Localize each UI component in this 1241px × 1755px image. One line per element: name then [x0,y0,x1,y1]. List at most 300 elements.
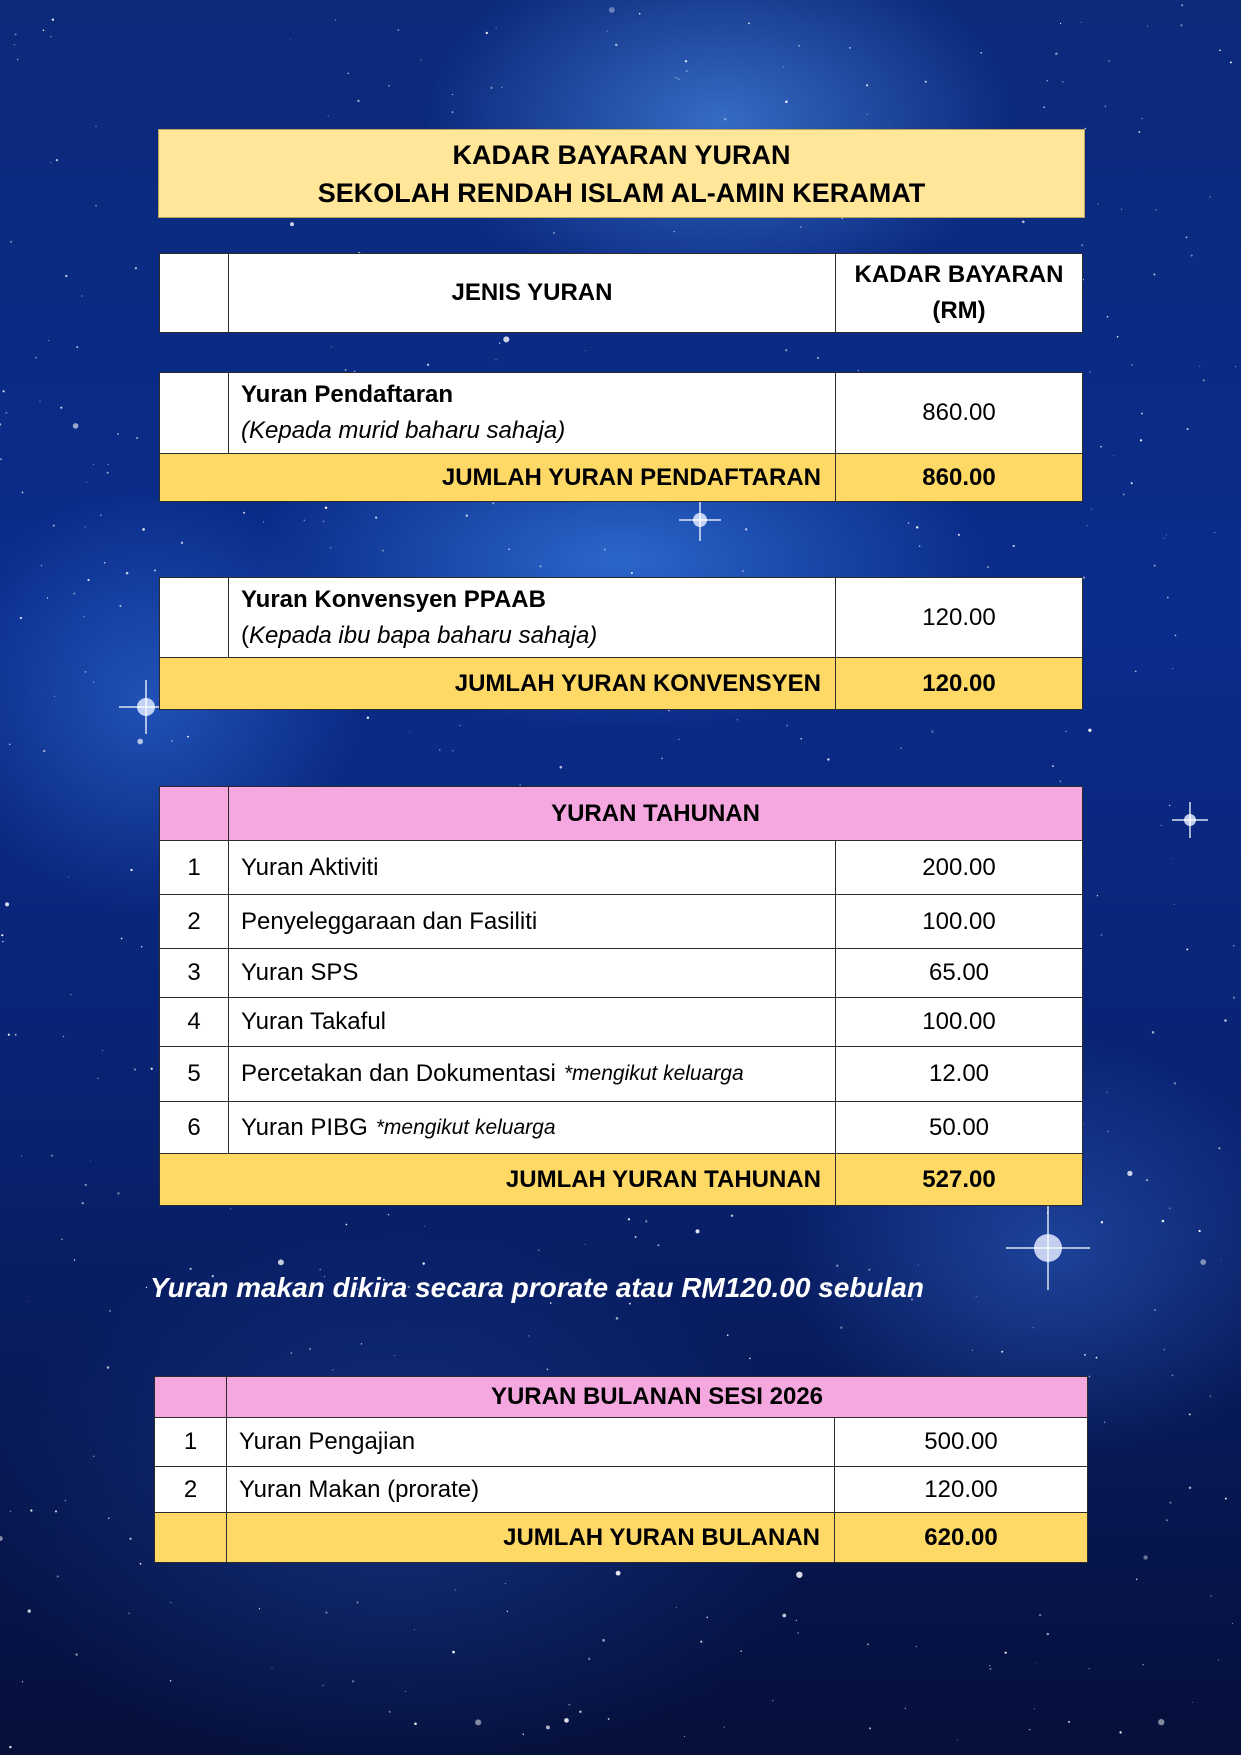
registration-item-name: Yuran Pendaftaran [241,381,454,408]
star [1138,131,1140,133]
convention-amount: 120.00 [835,577,1083,658]
star [1219,50,1221,52]
star [1113,455,1114,456]
title-line-1: KADAR BAYARAN YURAN [452,139,791,170]
star [1154,1309,1156,1311]
star [1088,729,1091,732]
star [727,1334,729,1336]
star-flare [1189,802,1191,838]
star [61,1238,63,1240]
star [65,275,67,277]
star [52,18,54,20]
star [74,1259,75,1260]
star [869,1727,871,1729]
star [1198,1230,1200,1232]
star [397,29,399,31]
star [796,1572,802,1578]
star [1160,825,1161,826]
star [50,162,51,163]
star [1180,24,1182,26]
annual-row-name [228,840,836,895]
star [1083,576,1085,578]
star [230,1208,231,1209]
star [128,1613,129,1614]
annual-row-amount: 100.00 [835,997,1083,1047]
star [749,1358,751,1360]
star [925,81,927,83]
monthly-row-amount: 500.00 [834,1417,1088,1467]
star [919,545,920,546]
star [117,433,118,434]
star [786,725,788,727]
star [737,719,738,720]
star [724,118,726,120]
star [1141,413,1143,415]
star [1166,534,1167,535]
annual-row-name [228,948,836,998]
annual-total: 527.00 [835,1153,1083,1206]
star [146,1287,147,1288]
star [50,36,51,37]
star [1221,1260,1222,1261]
star [367,717,370,720]
monthly-total: 620.00 [834,1512,1088,1563]
star [916,1646,917,1647]
star [1131,482,1133,484]
star [424,1226,425,1227]
annual-row-no: 4 [159,997,229,1047]
star [1143,1555,1147,1559]
star [108,464,109,465]
star [422,1262,424,1264]
star [85,671,87,673]
star [347,73,348,74]
star [81,1202,84,1205]
star [460,725,461,726]
star [976,1296,977,1297]
star [357,100,359,102]
star [916,526,918,528]
star [748,23,750,25]
star [696,1229,700,1233]
star [867,1644,869,1646]
star [75,1653,77,1655]
star [1191,255,1193,257]
star [1097,895,1098,896]
star [1192,1702,1193,1703]
star [420,59,421,60]
star [918,1265,919,1266]
star [1047,80,1048,81]
star [466,514,468,516]
star [676,1607,677,1608]
annual-row-name-text: Yuran Takaful [241,1008,386,1035]
annual-row-name-text: Yuran Aktiviti [241,853,379,881]
star [528,1335,529,1336]
star [1131,364,1132,365]
star [1189,1486,1192,1489]
star [22,492,24,494]
star [1096,1357,1098,1359]
monthly-heading-blank [154,1376,227,1418]
monthly-row-name: Yuran Pengajian [226,1417,835,1467]
star [588,1658,590,1660]
star [1147,25,1148,26]
star [325,1611,327,1613]
star [0,458,2,460]
star [14,44,15,45]
star [1084,1354,1086,1356]
star [1119,1731,1121,1733]
star [1146,1179,1148,1181]
annual-row-name-text: Penyeleggaraan dan Fasiliti [241,907,538,935]
star [1214,532,1215,533]
star-flare [145,680,147,734]
star [47,597,48,598]
star [631,572,633,574]
star [496,359,497,360]
star [684,1736,685,1737]
star [492,502,494,504]
star [1210,1595,1211,1596]
star [564,1718,569,1723]
star [331,346,332,347]
star [70,994,71,995]
annual-row-amount: 50.00 [835,1101,1083,1154]
star [73,593,75,595]
star [405,1691,406,1692]
star [95,126,96,127]
star [1068,1721,1070,1723]
star [95,205,97,207]
star [868,1269,870,1271]
star [332,1369,333,1370]
star [678,78,679,79]
star [29,1301,30,1302]
star [1174,904,1175,905]
star [140,1563,142,1565]
star [87,579,89,581]
star [1233,996,1235,998]
star [980,52,982,54]
star [686,70,688,72]
star [3,390,5,392]
star [154,570,156,572]
star [635,1236,637,1238]
star [1186,948,1188,950]
convention-item-note-wrap [241,618,597,654]
star [602,1639,605,1642]
star [22,1681,23,1682]
star [136,437,138,439]
star [1081,22,1082,23]
star [452,94,453,95]
star [1060,780,1062,782]
star [1043,107,1045,109]
star [1152,1031,1154,1033]
star [827,758,829,760]
star [126,572,129,575]
star [604,549,606,551]
annual-row-amount: 200.00 [835,840,1083,895]
star [616,1571,621,1576]
star [1136,1579,1138,1581]
star [90,1160,91,1161]
star [389,1711,391,1713]
annual-row-note: *mengikut keluarga [563,1062,744,1085]
star [1089,371,1091,373]
star [817,357,819,359]
star [1086,525,1087,526]
star [1203,379,1205,381]
star [546,1725,550,1729]
star [1052,765,1054,767]
star [271,1668,272,1669]
star [1218,1659,1219,1660]
star [499,343,500,344]
star [1169,805,1170,806]
star [1156,209,1157,210]
annual-row-no: 1 [159,840,229,895]
star [1186,236,1188,238]
star [20,617,22,619]
star [409,732,410,733]
star [137,739,143,745]
star [475,1719,481,1725]
star [309,1348,311,1350]
star [1158,1719,1164,1725]
star [1154,565,1156,567]
star [1089,1668,1090,1669]
star [1101,934,1103,936]
star [849,47,851,49]
star [346,1224,348,1226]
monthly-total-blank [154,1512,227,1563]
star [15,1034,17,1036]
star [1105,106,1106,107]
star [1107,1092,1108,1093]
star [357,1602,359,1604]
star [900,748,901,749]
star [1171,858,1172,859]
star [278,1259,284,1265]
star [1101,1221,1103,1223]
star [800,738,802,740]
star [1142,118,1143,119]
star [10,1511,12,1513]
star [1029,1729,1030,1730]
star [585,1244,586,1245]
star [866,84,868,86]
star [9,1746,11,1748]
annual-row-name [228,997,836,1047]
star [1039,1614,1041,1616]
star [908,522,910,524]
star [382,550,384,552]
star [55,1510,57,1512]
star [335,20,336,21]
header-rate-line-2: (RM) [932,297,986,324]
title-banner [158,129,1085,218]
annual-row-name-text: Yuran PIBG [241,1113,368,1141]
star [303,520,305,522]
star [615,44,618,47]
star [1107,316,1109,318]
star [107,1366,110,1369]
star [905,1708,906,1709]
star [0,423,1,425]
star [142,528,145,531]
star [560,766,563,769]
star [1232,1623,1233,1624]
star [1091,509,1092,510]
star [1097,203,1098,204]
star [439,749,440,750]
annual-row-no: 2 [159,894,229,949]
star [1218,1147,1220,1149]
star [1117,336,1119,338]
annual-row-name [228,1046,836,1102]
star [290,1352,292,1354]
star [100,515,101,516]
annual-row-name-text: Percetakan dan Dokumentasi [241,1060,556,1087]
star [10,241,12,243]
star [121,938,123,940]
monthly-total-label: JUMLAH YURAN BULANAN [226,1512,835,1563]
star [740,1650,742,1652]
star [57,1575,59,1577]
star [170,1680,172,1682]
annual-heading-blank [159,786,229,841]
convention-total: 120.00 [835,657,1083,710]
meal-fee-note: Yuran makan dikira secara prorate atau RM120.00 sebulan [150,1272,924,1303]
star [957,1740,958,1741]
star [1224,1019,1226,1021]
star [782,1614,786,1618]
registration-no-cell [159,372,229,454]
star [414,1723,417,1726]
star [1189,1413,1191,1415]
star [639,13,641,15]
star [685,60,687,62]
title-line-2: SEKOLAH RENDAH ISLAM AL-AMIN KERAMAT [317,177,926,208]
star [83,616,84,617]
registration-item-note: (Kepada murid baharu sahaja) [241,417,566,444]
star [0,1536,3,1541]
star [645,1220,647,1222]
convention-item [228,577,836,658]
star [1108,1131,1109,1132]
star [76,346,78,348]
annual-row-amount: 12.00 [835,1046,1083,1102]
star [388,85,389,86]
star [990,1668,992,1670]
star [1174,1082,1177,1085]
star [1013,545,1015,547]
convention-total-label: JUMLAH YURAN KONVENSYEN [159,657,836,710]
star [108,1517,109,1518]
star [678,739,679,740]
monthly-row-name: Yuran Makan (prorate) [226,1466,835,1513]
star [119,605,121,607]
annual-row-name-text: Yuran SPS [241,959,359,986]
star [104,562,105,563]
star [1081,244,1083,246]
star [1209,196,1211,198]
annual-total-label: JUMLAH YURAN TAHUNAN [159,1153,836,1206]
star [452,1651,455,1654]
annual-row-note: *mengikut keluarga [375,1115,556,1139]
star [658,1244,660,1246]
star [290,39,291,40]
star [676,77,677,78]
star [547,1368,549,1370]
star [1199,366,1200,367]
annual-row-no: 5 [159,1046,229,1102]
star [394,1355,395,1356]
star [290,222,294,226]
star [508,548,510,550]
star [40,401,41,402]
monthly-row-no: 1 [154,1417,227,1467]
registration-amount: 860.00 [835,372,1083,454]
star [63,1036,64,1037]
star [1055,53,1058,56]
star [1135,670,1137,672]
annual-row-name [228,894,836,949]
star [503,336,509,342]
header-rate-line-1: KADAR BAYARAN [854,261,1064,288]
star [1001,1351,1003,1353]
star [1209,1395,1211,1397]
star [187,736,189,738]
star [170,1602,171,1603]
star [414,1629,415,1630]
star [65,1500,66,1501]
star [607,31,608,32]
star [427,364,429,366]
star [325,507,328,510]
star [135,267,137,269]
star [585,350,586,351]
star [783,66,784,67]
star [836,1264,838,1266]
star [53,524,55,526]
star [141,946,142,947]
star [328,115,329,116]
star [1065,731,1066,732]
star [742,570,744,572]
star-flare [699,499,701,541]
star [109,1310,110,1311]
star [330,547,331,548]
star [608,1718,610,1720]
star [345,369,347,371]
star [189,1268,191,1270]
star [1035,1663,1036,1664]
star [1142,1664,1144,1666]
star [43,30,45,32]
registration-total-label: JUMLAH YURAN PENDAFTARAN [159,453,836,502]
star [1163,538,1164,539]
star [1200,1259,1206,1265]
annual-row-no: 6 [159,1101,229,1154]
star [1181,4,1183,6]
star [1108,60,1109,61]
star [51,1155,53,1157]
star [858,370,859,371]
star [1100,446,1102,448]
